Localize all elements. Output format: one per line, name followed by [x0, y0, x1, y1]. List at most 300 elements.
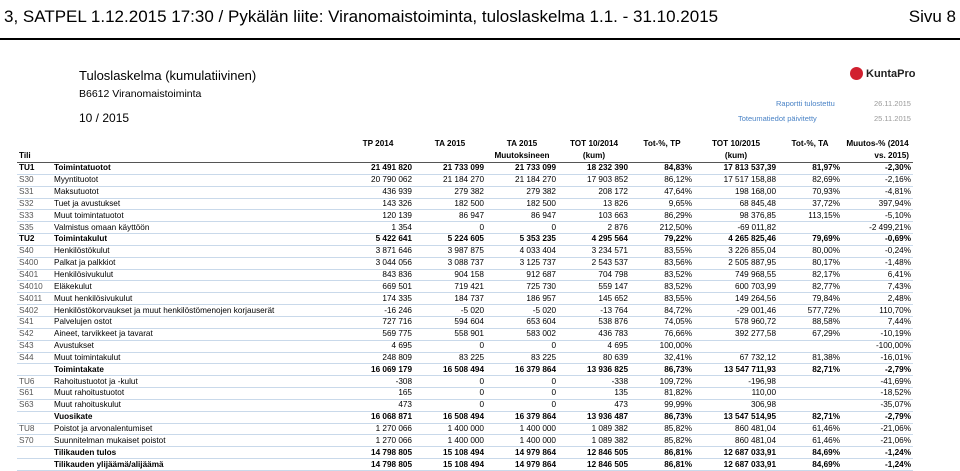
totpct-tp-value: 86,73%: [630, 411, 694, 423]
tot1014-value: 17 903 852: [558, 174, 630, 186]
ta2015-value: 0: [414, 376, 486, 388]
totpct-ta-value: 80,00%: [778, 245, 842, 257]
account-name: Toimintatuotot: [52, 163, 342, 175]
ta2015-value: 0: [414, 340, 486, 352]
totpct-ta-value: 67,29%: [778, 328, 842, 340]
ta2015-muutoksineen-value: 186 957: [486, 293, 558, 305]
totpct-ta-value: 61,46%: [778, 423, 842, 435]
totpct-ta-value: [778, 399, 842, 411]
ta2015-muutoksineen-value: 182 500: [486, 198, 558, 210]
totpct-tp-value: 86,12%: [630, 174, 694, 186]
muutos-pct-value: 397,94%: [842, 198, 913, 210]
totpct-ta-value: 84,69%: [778, 447, 842, 459]
tot1015-value: 17 517 158,88: [694, 174, 778, 186]
meta-printed-value: 26.11.2015: [874, 99, 911, 108]
tot1015-value: 13 547 514,95: [694, 411, 778, 423]
ta2015-muutoksineen-value: 83 225: [486, 352, 558, 364]
table-row: [17, 459, 913, 471]
logo-text: KuntaPro: [866, 67, 916, 80]
table-row: [17, 245, 913, 257]
table-body: [17, 163, 913, 471]
totpct-ta-value: 61,46%: [778, 435, 842, 447]
account-name: Henkilösivukulut: [52, 269, 342, 281]
tot1014-value: 4 695: [558, 340, 630, 352]
totpct-ta-value: 577,72%: [778, 305, 842, 317]
totpct-ta-value: 82,69%: [778, 174, 842, 186]
account-name: Palvelujen ostot: [52, 316, 342, 328]
tp2014-value: 669 501: [342, 281, 414, 293]
tot1015-value: 67 732,12: [694, 352, 778, 364]
account-name: Vuosikate: [52, 411, 342, 423]
account-name: Tuet ja avustukset: [52, 198, 342, 210]
meta-updated-value: 25.11.2015: [874, 114, 911, 123]
account-name: Muut rahoitustuotot: [52, 388, 342, 400]
table-row: [17, 257, 913, 269]
tot1015-value: 12 687 033,91: [694, 459, 778, 471]
table-row: [17, 423, 913, 435]
table-row: [17, 198, 913, 210]
totpct-tp-value: 85,82%: [630, 435, 694, 447]
col-tp2014: TP 2014: [362, 139, 394, 148]
tp2014-value: 14 798 805: [342, 447, 414, 459]
account-code: S41: [17, 316, 52, 328]
table-row: [17, 388, 913, 400]
muutos-pct-value: -21,06%: [842, 423, 913, 435]
ta2015-muutoksineen-value: 725 730: [486, 281, 558, 293]
account-name: Toimintakulut: [52, 234, 342, 246]
col-tot1014-2: (kum): [558, 150, 630, 163]
table-row: [17, 340, 913, 352]
account-name: Poistot ja arvonalentumiset: [52, 423, 342, 435]
tot1014-value: 13 936 825: [558, 364, 630, 376]
table-row: [17, 210, 913, 222]
account-name: Palkat ja palkkiot: [52, 257, 342, 269]
col-ta2015-muutoksineen: TA 2015: [506, 139, 538, 148]
account-code: S70: [17, 435, 52, 447]
tp2014-value: 569 775: [342, 328, 414, 340]
totpct-tp-value: 81,82%: [630, 388, 694, 400]
tp2014-value: 436 939: [342, 186, 414, 198]
table-row: [17, 305, 913, 317]
account-name: Suunnitelman mukaiset poistot: [52, 435, 342, 447]
ta2015-muutoksineen-value: 21 184 270: [486, 174, 558, 186]
tp2014-value: 143 326: [342, 198, 414, 210]
totpct-tp-value: 100,00%: [630, 340, 694, 352]
tp2014-value: 473: [342, 399, 414, 411]
tp2014-value: -308: [342, 376, 414, 388]
totpct-ta-value: 82,71%: [778, 364, 842, 376]
table-row: [17, 186, 913, 198]
totpct-ta-value: 79,69%: [778, 234, 842, 246]
tot1014-value: 135: [558, 388, 630, 400]
table-row: [17, 435, 913, 447]
ta2015-muutoksineen-value: 583 002: [486, 328, 558, 340]
tp2014-value: 14 798 805: [342, 459, 414, 471]
totpct-tp-value: 84,72%: [630, 305, 694, 317]
muutos-pct-value: -5,10%: [842, 210, 913, 222]
table-row: [17, 328, 913, 340]
muutos-pct-value: -1,24%: [842, 447, 913, 459]
ta2015-muutoksineen-value: 0: [486, 376, 558, 388]
col-tot1014: TOT 10/2014: [569, 139, 619, 148]
totpct-ta-value: [778, 222, 842, 234]
tot1014-value: 103 663: [558, 210, 630, 222]
totpct-ta-value: 82,77%: [778, 281, 842, 293]
tp2014-value: 165: [342, 388, 414, 400]
account-name: Muut toimintakulut: [52, 352, 342, 364]
ta2015-muutoksineen-value: 14 979 864: [486, 447, 558, 459]
report-period: 10 / 2015: [79, 111, 130, 125]
account-code: S400: [17, 257, 52, 269]
ta2015-value: 3 987 875: [414, 245, 486, 257]
tot1014-value: 559 147: [558, 281, 630, 293]
tot1015-value: [694, 340, 778, 352]
account-name: Muut henkilösivukulut: [52, 293, 342, 305]
totpct-tp-value: 86,81%: [630, 459, 694, 471]
tp2014-value: 1 270 066: [342, 423, 414, 435]
ta2015-value: -5 020: [414, 305, 486, 317]
col-muutos: Muutos-% (2014: [846, 139, 909, 148]
tot1015-value: 110,00: [694, 388, 778, 400]
tot1014-value: 1 089 382: [558, 435, 630, 447]
muutos-pct-value: -1,48%: [842, 257, 913, 269]
tot1015-value: 3 226 855,04: [694, 245, 778, 257]
account-name: Maksutuotot: [52, 186, 342, 198]
tot1014-value: 12 846 505: [558, 447, 630, 459]
account-code: TU1: [17, 163, 52, 175]
account-code: S42: [17, 328, 52, 340]
table-header-row-2: [17, 150, 913, 163]
muutos-pct-value: -16,01%: [842, 352, 913, 364]
kuntapro-logo-icon: [850, 67, 863, 80]
tot1015-value: 98 376,85: [694, 210, 778, 222]
tp2014-value: 1 270 066: [342, 435, 414, 447]
ta2015-value: 15 108 494: [414, 459, 486, 471]
muutos-pct-value: -10,19%: [842, 328, 913, 340]
account-code: S31: [17, 186, 52, 198]
muutos-pct-value: -2 499,21%: [842, 222, 913, 234]
ta2015-muutoksineen-value: 4 033 404: [486, 245, 558, 257]
tot1015-value: 600 703,99: [694, 281, 778, 293]
totpct-tp-value: 83,55%: [630, 245, 694, 257]
totpct-ta-value: 79,84%: [778, 293, 842, 305]
account-code: TU2: [17, 234, 52, 246]
tot1014-value: 538 876: [558, 316, 630, 328]
income-statement-table: [17, 137, 913, 471]
tot1015-value: 4 265 825,46: [694, 234, 778, 246]
ta2015-value: 558 901: [414, 328, 486, 340]
table-row: [17, 281, 913, 293]
table-row: [17, 376, 913, 388]
ta2015-value: 83 225: [414, 352, 486, 364]
col-tot1015: TOT 10/2015: [711, 139, 761, 148]
ta2015-value: 5 224 605: [414, 234, 486, 246]
totpct-tp-value: 212,50%: [630, 222, 694, 234]
account-name: Tilikauden tulos: [52, 447, 342, 459]
tot1014-value: 13 826: [558, 198, 630, 210]
ta2015-muutoksineen-value: 86 947: [486, 210, 558, 222]
ta2015-muutoksineen-value: 912 687: [486, 269, 558, 281]
totpct-ta-value: 82,71%: [778, 411, 842, 423]
muutos-pct-value: 6,41%: [842, 269, 913, 281]
totpct-tp-value: 86,73%: [630, 364, 694, 376]
ta2015-value: 594 604: [414, 316, 486, 328]
ta2015-muutoksineen-value: 0: [486, 399, 558, 411]
tp2014-value: 16 069 179: [342, 364, 414, 376]
tot1014-value: 145 652: [558, 293, 630, 305]
account-code: S30: [17, 174, 52, 186]
totpct-ta-value: 82,17%: [778, 269, 842, 281]
ta2015-muutoksineen-value: 14 979 864: [486, 459, 558, 471]
totpct-ta-value: 37,72%: [778, 198, 842, 210]
account-name: Muut toimintatuotot: [52, 210, 342, 222]
tot1015-value: -29 001,46: [694, 305, 778, 317]
tp2014-value: 174 335: [342, 293, 414, 305]
tot1015-value: 17 813 537,39: [694, 163, 778, 175]
totpct-ta-value: 113,15%: [778, 210, 842, 222]
account-name: Henkilöstökulut: [52, 245, 342, 257]
tot1015-value: 860 481,04: [694, 435, 778, 447]
account-name: Muut rahoituskulut: [52, 399, 342, 411]
tot1014-value: 2 543 537: [558, 257, 630, 269]
tot1014-value: -13 764: [558, 305, 630, 317]
totpct-tp-value: 86,29%: [630, 210, 694, 222]
tot1014-value: 436 783: [558, 328, 630, 340]
muutos-pct-value: -35,07%: [842, 399, 913, 411]
totpct-tp-value: 76,66%: [630, 328, 694, 340]
tot1014-value: 208 172: [558, 186, 630, 198]
meta-updated: [738, 114, 911, 123]
tot1015-value: 13 547 711,93: [694, 364, 778, 376]
account-code: S4011: [17, 293, 52, 305]
tot1014-value: 12 846 505: [558, 459, 630, 471]
tp2014-value: 5 422 641: [342, 234, 414, 246]
ta2015-muutoksineen-value: 1 400 000: [486, 423, 558, 435]
ta2015-value: 0: [414, 222, 486, 234]
totpct-ta-value: 84,69%: [778, 459, 842, 471]
tot1015-value: 749 968,55: [694, 269, 778, 281]
ta2015-value: 16 508 494: [414, 411, 486, 423]
totpct-tp-value: 9,65%: [630, 198, 694, 210]
account-code: S401: [17, 269, 52, 281]
account-code: S43: [17, 340, 52, 352]
totpct-tp-value: 79,22%: [630, 234, 694, 246]
tp2014-value: 21 491 820: [342, 163, 414, 175]
tot1015-value: 306,98: [694, 399, 778, 411]
table-row: [17, 269, 913, 281]
tot1015-value: 68 845,48: [694, 198, 778, 210]
totpct-tp-value: 32,41%: [630, 352, 694, 364]
totpct-tp-value: 47,64%: [630, 186, 694, 198]
tp2014-value: 1 354: [342, 222, 414, 234]
tot1014-value: 1 089 382: [558, 423, 630, 435]
ta2015-value: 1 400 000: [414, 435, 486, 447]
totpct-tp-value: 109,72%: [630, 376, 694, 388]
table-row: [17, 316, 913, 328]
meta-updated-label: Toteumatiedot päivitetty: [738, 114, 817, 123]
totpct-ta-value: 88,58%: [778, 316, 842, 328]
document-title: 3, SATPEL 1.12.2015 17:30 / Pykälän liite: Viranomaistoiminta, tuloslaskelma 1.1. - 31.10.2015: [4, 7, 719, 26]
ta2015-value: 21 733 099: [414, 163, 486, 175]
ta2015-value: 3 088 737: [414, 257, 486, 269]
account-name: Myyntituotot: [52, 174, 342, 186]
table-row: [17, 293, 913, 305]
totpct-tp-value: 83,55%: [630, 293, 694, 305]
tot1014-value: 704 798: [558, 269, 630, 281]
tp2014-value: 3 044 056: [342, 257, 414, 269]
meta-printed: [776, 99, 911, 108]
tp2014-value: 843 836: [342, 269, 414, 281]
muutos-pct-value: -1,24%: [842, 459, 913, 471]
table-row: [17, 364, 913, 376]
tot1014-value: 18 232 390: [558, 163, 630, 175]
totpct-tp-value: 84,83%: [630, 163, 694, 175]
ta2015-value: 0: [414, 399, 486, 411]
account-name: Avustukset: [52, 340, 342, 352]
muutos-pct-value: 7,44%: [842, 316, 913, 328]
col-muutos-2: vs. 2015): [842, 150, 913, 163]
muutos-pct-value: -100,00%: [842, 340, 913, 352]
totpct-ta-value: 70,93%: [778, 186, 842, 198]
totpct-tp-value: 83,52%: [630, 281, 694, 293]
totpct-tp-value: 83,52%: [630, 269, 694, 281]
account-code: S40: [17, 245, 52, 257]
table-row: [17, 352, 913, 364]
account-code: TU8: [17, 423, 52, 435]
muutos-pct-value: -21,06%: [842, 435, 913, 447]
muutos-pct-value: -2,30%: [842, 163, 913, 175]
tp2014-value: 16 068 871: [342, 411, 414, 423]
tot1015-value: -69 011,82: [694, 222, 778, 234]
ta2015-value: 182 500: [414, 198, 486, 210]
ta2015-muutoksineen-value: 0: [486, 340, 558, 352]
col-ta2015-muutoksineen-2: Muutoksineen: [486, 150, 558, 163]
tot1014-value: -338: [558, 376, 630, 388]
page-number: Sivu 8: [908, 7, 956, 26]
account-code: S402: [17, 305, 52, 317]
report-subtitle: B6612 Viranomaistoiminta: [79, 88, 202, 100]
col-ta2015: TA 2015: [434, 139, 466, 148]
col-tot1015-2: (kum): [694, 150, 778, 163]
tp2014-value: 248 809: [342, 352, 414, 364]
totpct-tp-value: 99,99%: [630, 399, 694, 411]
muutos-pct-value: -0,69%: [842, 234, 913, 246]
tot1015-value: 860 481,04: [694, 423, 778, 435]
col-tili: Tili: [17, 150, 52, 163]
account-code: S4010: [17, 281, 52, 293]
tp2014-value: 20 790 062: [342, 174, 414, 186]
muutos-pct-value: 110,70%: [842, 305, 913, 317]
kuntapro-logo: [850, 67, 916, 80]
totpct-ta-value: [778, 340, 842, 352]
tot1014-value: 473: [558, 399, 630, 411]
ta2015-muutoksineen-value: 0: [486, 388, 558, 400]
totpct-tp-value: 83,56%: [630, 257, 694, 269]
table-row: [17, 174, 913, 186]
meta-printed-label: Raportti tulostettu: [776, 99, 835, 108]
account-code: S63: [17, 399, 52, 411]
totpct-ta-value: 80,17%: [778, 257, 842, 269]
muutos-pct-value: -41,69%: [842, 376, 913, 388]
ta2015-value: 0: [414, 388, 486, 400]
tot1014-value: 80 639: [558, 352, 630, 364]
page-header-bar: [0, 0, 960, 40]
tot1015-value: 392 277,58: [694, 328, 778, 340]
ta2015-value: 279 382: [414, 186, 486, 198]
ta2015-value: 719 421: [414, 281, 486, 293]
ta2015-muutoksineen-value: 653 604: [486, 316, 558, 328]
col-totpct-tp: Tot-%, TP: [643, 139, 681, 148]
tot1015-value: 198 168,00: [694, 186, 778, 198]
ta2015-value: 21 184 270: [414, 174, 486, 186]
ta2015-value: 15 108 494: [414, 447, 486, 459]
muutos-pct-value: 2,48%: [842, 293, 913, 305]
tot1014-value: 3 234 571: [558, 245, 630, 257]
account-name: Toimintakate: [52, 364, 342, 376]
tp2014-value: 4 695: [342, 340, 414, 352]
table-row: [17, 222, 913, 234]
ta2015-muutoksineen-value: 0: [486, 222, 558, 234]
account-code: TU6: [17, 376, 52, 388]
account-code: S35: [17, 222, 52, 234]
account-code: S44: [17, 352, 52, 364]
totpct-tp-value: 85,82%: [630, 423, 694, 435]
account-name: Valmistus omaan käyttöön: [52, 222, 342, 234]
table-row: [17, 234, 913, 246]
totpct-tp-value: 86,81%: [630, 447, 694, 459]
account-code: [17, 411, 52, 423]
muutos-pct-value: -2,79%: [842, 364, 913, 376]
account-code: S61: [17, 388, 52, 400]
tot1014-value: 2 876: [558, 222, 630, 234]
tot1015-value: -196,98: [694, 376, 778, 388]
muutos-pct-value: 7,43%: [842, 281, 913, 293]
account-code: [17, 459, 52, 471]
account-name: Rahoitustuotot ja -kulut: [52, 376, 342, 388]
muutos-pct-value: -2,16%: [842, 174, 913, 186]
tp2014-value: 3 871 646: [342, 245, 414, 257]
ta2015-muutoksineen-value: 21 733 099: [486, 163, 558, 175]
ta2015-muutoksineen-value: 3 125 737: [486, 257, 558, 269]
ta2015-muutoksineen-value: 1 400 000: [486, 435, 558, 447]
account-name: Aineet, tarvikkeet ja tavarat: [52, 328, 342, 340]
ta2015-muutoksineen-value: -5 020: [486, 305, 558, 317]
ta2015-value: 16 508 494: [414, 364, 486, 376]
tot1014-value: 4 295 564: [558, 234, 630, 246]
totpct-tp-value: 74,05%: [630, 316, 694, 328]
table-row: [17, 411, 913, 423]
muutos-pct-value: -4,81%: [842, 186, 913, 198]
account-code: [17, 364, 52, 376]
ta2015-muutoksineen-value: 16 379 864: [486, 364, 558, 376]
tot1015-value: 149 264,56: [694, 293, 778, 305]
account-name: Henkilöstökorvaukset ja muut henkilöstömenojen korjauserät: [52, 305, 342, 317]
ta2015-value: 1 400 000: [414, 423, 486, 435]
ta2015-muutoksineen-value: 279 382: [486, 186, 558, 198]
account-name: Eläkekulut: [52, 281, 342, 293]
account-code: S32: [17, 198, 52, 210]
tot1015-value: 12 687 033,91: [694, 447, 778, 459]
ta2015-muutoksineen-value: 16 379 864: [486, 411, 558, 423]
ta2015-value: 184 737: [414, 293, 486, 305]
ta2015-muutoksineen-value: 5 353 235: [486, 234, 558, 246]
totpct-ta-value: 81,38%: [778, 352, 842, 364]
table-header-row: [17, 137, 913, 150]
tot1014-value: 13 936 487: [558, 411, 630, 423]
totpct-ta-value: [778, 376, 842, 388]
ta2015-value: 904 158: [414, 269, 486, 281]
tot1015-value: 2 505 887,95: [694, 257, 778, 269]
